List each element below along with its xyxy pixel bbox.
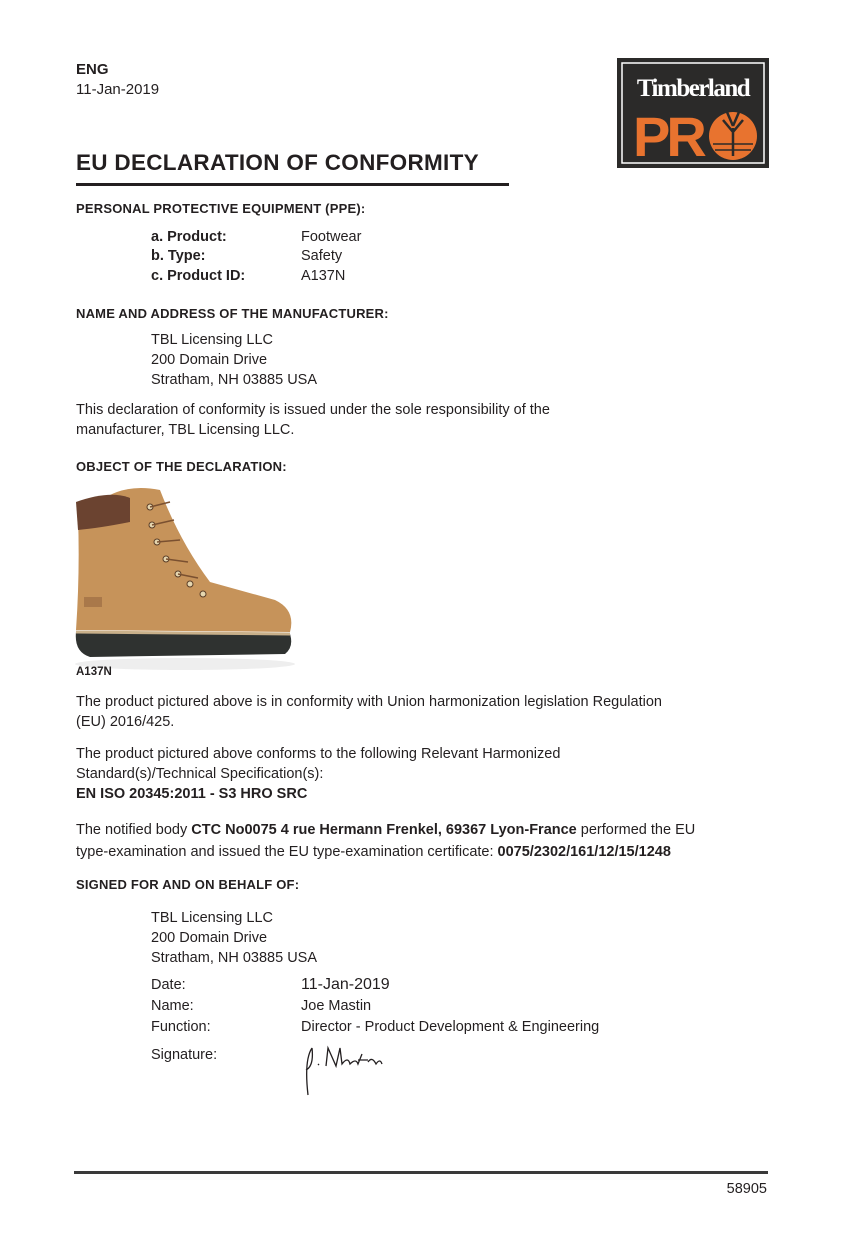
language: ENG (76, 61, 109, 78)
svg-text:PR: PR (633, 105, 703, 168)
footer-rule (74, 1171, 768, 1174)
title-underline (76, 183, 509, 186)
ppe-heading: PERSONAL PROTECTIVE EQUIPMENT (PPE): (76, 201, 366, 216)
manufacturer-heading: NAME AND ADDRESS OF THE MANUFACTURER: (76, 306, 389, 321)
standards-statement: The product pictured above conforms to the following Relevant Harmonized Standard(s)/Technical Specification(s): EN ISO 20345:2011 - S3 HRO SRC (76, 746, 561, 802)
timberland-pro-logo (617, 58, 769, 168)
signatory-address: TBL Licensing LLC 200 Domain Drive Stratham, NH 03885 USA (151, 910, 318, 966)
ppe-product-id-row: c. Product ID: A137N (151, 268, 346, 284)
name-row: Name: Joe Mastin (151, 998, 372, 1014)
document-number: 58905 (726, 1181, 767, 1197)
function-row: Function: Director - Product Development & Engineering (151, 1019, 600, 1035)
signed-heading: SIGNED FOR AND ON BEHALF OF: (76, 877, 300, 892)
ppe-type-row: b. Type: Safety (151, 248, 343, 264)
standard-code: EN ISO 20345:2011 - S3 HRO SRC (76, 786, 308, 802)
conformity-statement: The product pictured above is in conformity with Union harmonization legislation Regulation (EU) 2016/425. (76, 694, 662, 730)
svg-text:Timberland: Timberland (636, 75, 750, 102)
object-heading: OBJECT OF THE DECLARATION: (76, 459, 287, 474)
responsibility-statement: This declaration of conformity is issued under the sole responsibility of the manufacturer, TBL Licensing LLC. (76, 402, 550, 438)
page-title: EU DECLARATION OF CONFORMITY (76, 150, 479, 175)
ppe-product-row: a. Product: Footwear (151, 229, 362, 245)
boot-caption: A137N (76, 666, 112, 678)
boot-image (70, 482, 300, 676)
date-row: Date: 11-Jan-2019 (151, 976, 390, 993)
manufacturer-address: TBL Licensing LLC 200 Domain Drive Stratham, NH 03885 USA (151, 332, 318, 388)
signature-row: Signature: (151, 1047, 218, 1063)
notified-body-statement: The notified body CTC No0075 4 rue Hermann Frenkel, 69367 Lyon-France performed the EU type-examination and issued the EU type-examination certificate: 0075/2302/161/12/15/1248 (76, 822, 696, 860)
header-date: 11-Jan-2019 (76, 81, 160, 98)
signature (300, 1040, 390, 1104)
